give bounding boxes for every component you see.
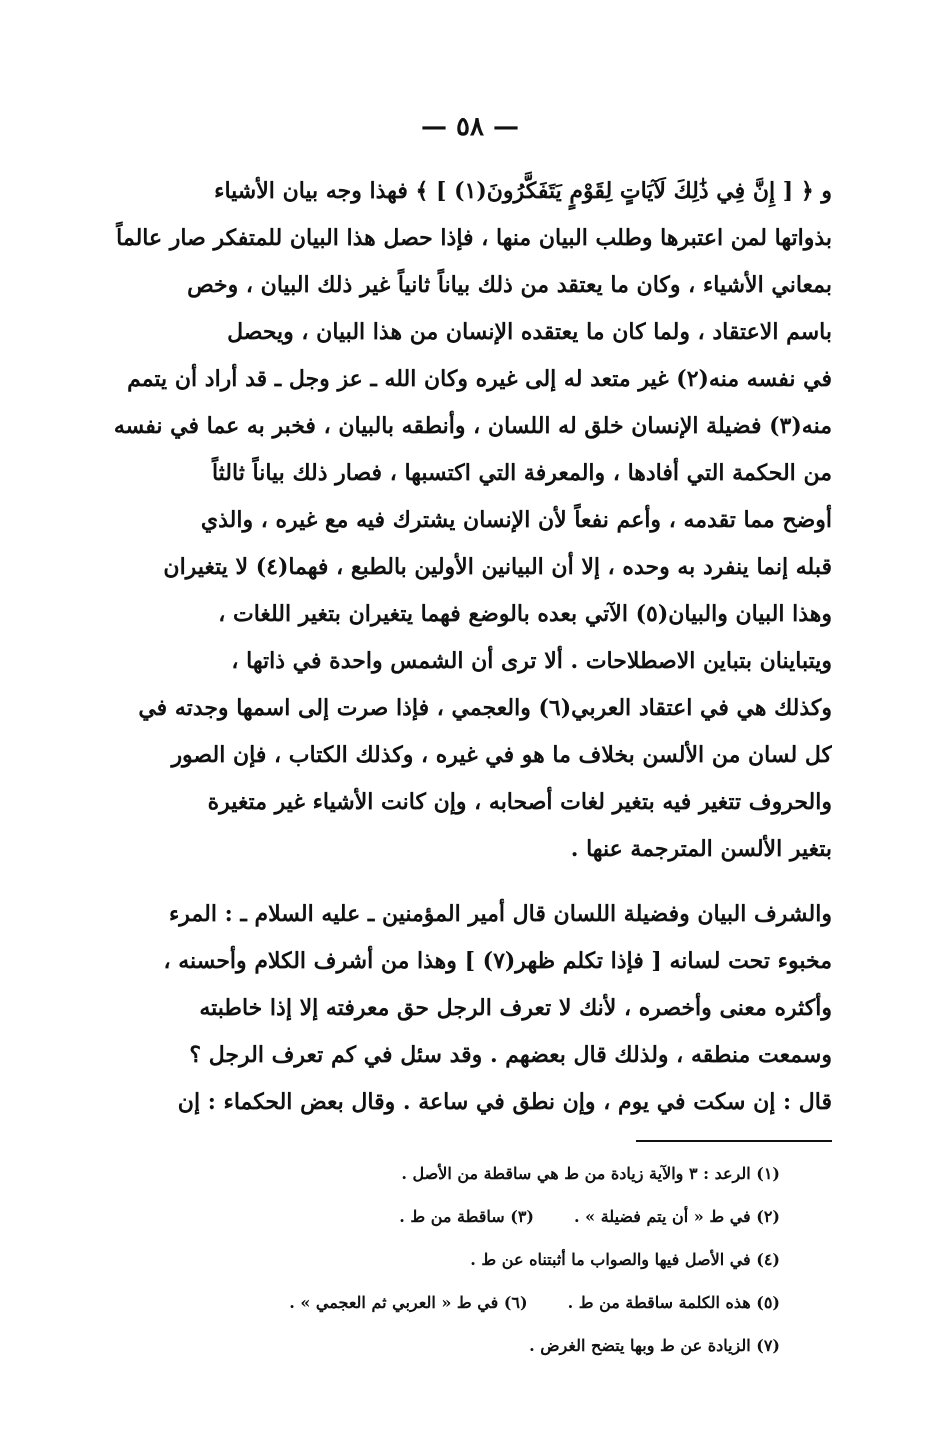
text-line: و ﴿ [ إِنَّ فِي ذَٰلِكَ لَآيَاتٍ لِقَوْمٍ يَتَفَكَّرُونَ(١) ] ﴾ فهذا وجه بيان الأشياء [214,178,832,204]
footnotes [180,1152,780,1367]
text-line: وسمعت منطقه ، ولذلك قال بعضهم . وقد سئل في كم تعرف الرجل ؟ [189,1042,832,1068]
text-line: منه(٣) فضيلة الإنسان خلق له اللسان ، وأنطقه بالبيان ، فخبر به عما في نفسه [113,413,832,439]
text-line: قال : إن سكت في يوم ، وإن نطق في ساعة . وقال بعض الحكماء : إن [177,1089,832,1115]
footnote-7: (٧) الزيادة عن ط وبها يتضح الغرض . [529,1336,780,1355]
text-line: بذواتها لمن اعتبرها وطلب البيان منها ، فإذا حصل هذا البيان للمتفكر صار عالماً [116,225,832,251]
paragraph-gap [110,873,832,891]
text-line: وأكثره معنى وأخصره ، لأنك لا تعرف الرجل حق معرفته إلا إذا خاطبته [199,995,832,1021]
text-line: في نفسه منه(٢) غير متعد له إلى غيره وكان الله ـ عز وجل ـ قد أراد أن يتمم [127,366,832,392]
text-line: كل لسان من الألسن بخلاف ما هو في غيره ، وكذلك الكتاب ، فإن الصور [171,742,832,768]
text-line: أوضح مما تقدمه ، وأعم نفعاً لأن الإنسان يشترك فيه مع غيره ، والذي [200,507,832,533]
page-number: — ٥٨ — [420,112,520,142]
text-line: مخبوء تحت لسانه [ فإذا تكلم ظهر(٧) ] وهذا من أشرف الكلام وأحسنه ، [163,948,832,974]
footnote-row [180,1195,780,1238]
footnote-6: (٦) في ط « العربي ثم العجمي » . [289,1293,528,1312]
paragraph-1 [110,168,832,873]
footnote-3: (٣) ساقطة من ط . [399,1207,534,1226]
text-line: قبله إنما ينفرد به وحده ، إلا أن البيانين الأولين بالطبع ، فهما(٤) لا يتغيران [163,554,832,580]
text-line: باسم الاعتقاد ، ولما كان ما يعتقده الإنسان من هذا البيان ، ويحصل [227,319,832,345]
text-line: ويتباينان بتباين الاصطلاحات . ألا ترى أن الشمس واحدة في ذاتها ، [231,648,832,674]
footnote-5: (٥) هذه الكلمة ساقطة من ط . [567,1293,780,1312]
text-line: والشرف البيان وفضيلة اللسان قال أمير المؤمنين ـ عليه السلام ـ : المرء [168,901,832,927]
paragraph-2 [110,891,832,1126]
footnote-1: (١) الرعد : ٣ والآية زيادة من ط هي ساقطة من الأصل . [401,1164,780,1183]
footnote-row [180,1281,780,1324]
main-text [110,168,832,1126]
text-line: وهذا البيان والبيان(٥) الآتي بعده بالوضع فهما يتغيران بتغير اللغات ، [218,601,832,627]
text-line: والحروف تتغير فيه بتغير لغات أصحابه ، وإن كانت الأشياء غير متغيرة [207,789,832,815]
text-line: بتغير الألسن المترجمة عنها . [570,836,832,862]
footnote-2: (٢) في ط « أن يتم فضيلة » . [573,1207,780,1226]
text-line: وكذلك هي في اعتقاد العربي(٦) والعجمي ، فإذا صرت إلى اسمها وجدته في [138,695,832,721]
footnote-4: (٤) في الأصل فيها والصواب ما أثبتناه عن ط . [470,1250,780,1269]
footnote-separator [636,1140,832,1142]
text-line: بمعاني الأشياء ، وكان ما يعتقد من ذلك بياناً ثانياً غير ذلك البيان ، وخص [187,272,832,298]
text-line: من الحكمة التي أفادها ، والمعرفة التي اكتسبها ، فصار ذلك بياناً ثالثاً [211,460,832,486]
